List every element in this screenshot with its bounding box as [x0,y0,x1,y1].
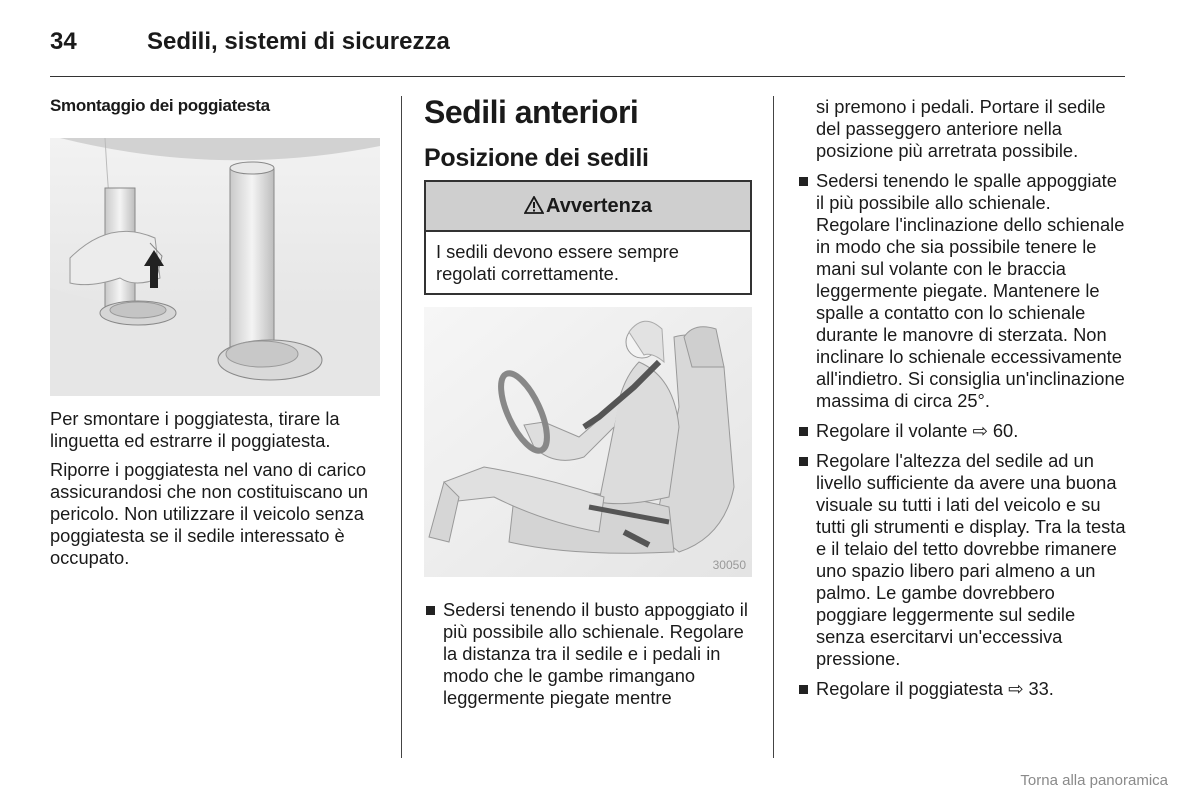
continued-text: si premono i pedali. Portare il sedile del passeggero anteriore nella posizione più arretrata possibile. [816,96,1106,161]
headrest-removal-illustration [50,138,380,396]
list-item [797,420,1127,442]
list-item [797,678,1127,700]
square-bullet-icon [799,685,808,694]
list-item [424,599,752,709]
column-divider [773,96,774,758]
list-item-text[interactable]: Regolare il volante ⇨ 60. [816,420,1019,441]
column-middle [424,92,752,717]
page-number: 34 [50,28,77,55]
warning-text: I sedili devono essere sempre regolati correttamente. [436,241,679,284]
subsection-heading: Posizione dei sedili [424,144,649,172]
square-bullet-icon [799,457,808,466]
list-item-text: Regolare l'altezza del sedile ad un livello sufficiente da avere una buona visuale su tutti i lati del veicolo e su tutti gli strumenti e display. Tra la testa e il telaio del tetto dovrebbe rimanere uno spazio libero pari almeno a un palmo. Le gambe dovrebbero poggiare leggermente sul sedile senza esercitarvi un'eccessiva pressione. [816,450,1126,669]
square-bullet-icon [799,427,808,436]
square-bullet-icon [426,606,435,615]
paragraph: Riporre i poggiatesta nel vano di carico assicurandosi che non costituiscano un pericolo. Non utilizzare il veicolo senza poggiatesta se il sedile interessato è occupato. [50,459,369,568]
paragraph: Per smontare i poggiatesta, tirare la linguetta ed estrarre il poggiatesta. [50,408,340,451]
warning-title: Avvertenza [546,195,652,217]
list-item-text: Sedersi tenendo le spalle appoggiate il più possibile allo schienale. Regolare l'inclinazione dello schienale in modo che sia possibile tenere le mani sul volante con le braccia leggermente piegate. Mantenere le spalle a contatto con lo schienale durante le manovre di sterzata. Non inclinare lo schienale eccessivamente all'indietro. Si consiglia un'inclinazione massima di circa 25°. [816,170,1125,411]
warning-triangle-icon [524,196,544,214]
driver-seating-position-illustration [424,307,752,577]
list-item-text[interactable]: Regolare il poggiatesta ⇨ 33. [816,678,1054,699]
list-item [797,450,1127,670]
section-heading: Sedili anteriori [424,94,639,130]
column-divider [401,96,402,758]
section-subheading: Smontaggio dei poggiatesta [50,96,270,115]
square-bullet-icon [799,177,808,186]
back-to-overview-link[interactable]: Torna alla panoramica [1020,772,1168,789]
column-left [50,96,380,576]
warning-box [424,180,752,295]
chapter-title: Sedili, sistemi di sicurezza [147,28,450,55]
list-item [797,170,1127,412]
instruction-list [424,599,752,709]
warning-header [426,182,750,232]
instruction-list [797,170,1127,700]
list-item-text: Sedersi tenendo il busto appoggiato il più possibile allo schienale. Regolare la distanza tra il sedile e i pedali in modo che le gambe rimangano leggermente piegate mentre [443,599,748,708]
page-header [50,24,1125,77]
figure-number: 30050 [712,558,746,572]
column-right [797,96,1127,708]
